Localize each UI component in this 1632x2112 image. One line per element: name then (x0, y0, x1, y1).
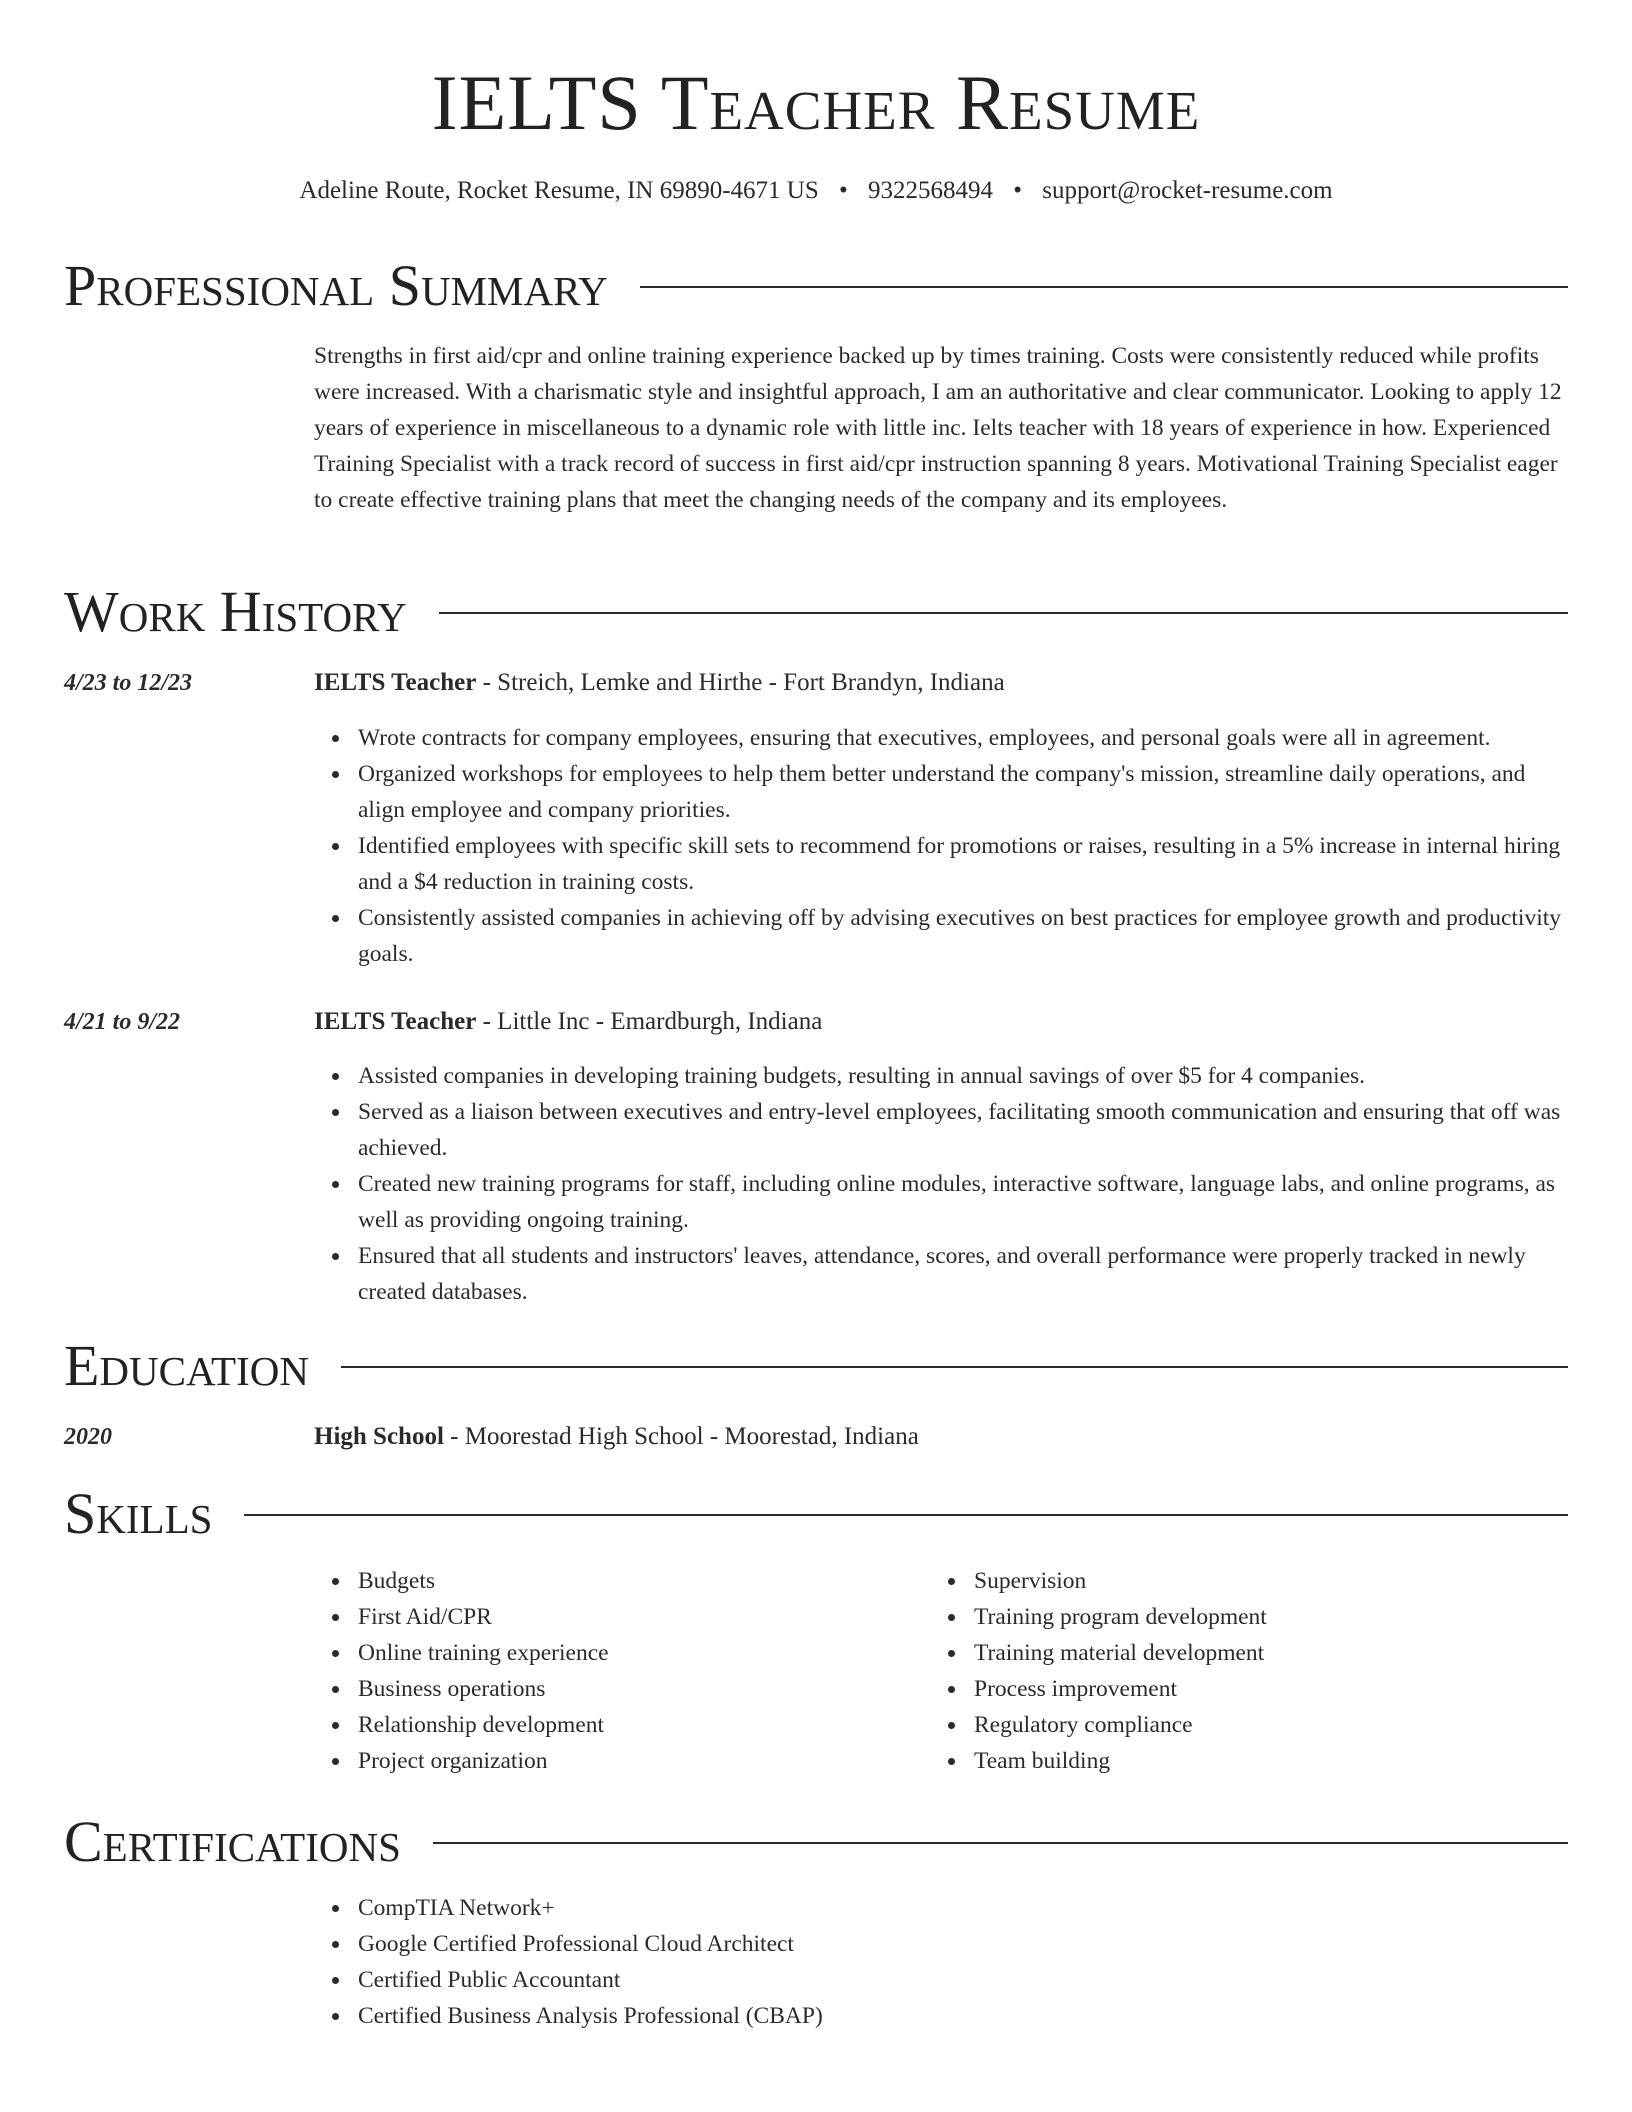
list-item: First Aid/CPR (358, 1599, 1568, 1635)
job-bullets (314, 1058, 1568, 1310)
list-item: Regulatory compliance (974, 1707, 1632, 1743)
list-item: Business operations (358, 1671, 1568, 1707)
list-item: Assisted companies in developing training budgets, resulting in annual savings of over $5 for 4 companies. (358, 1058, 1568, 1094)
certifications-list (314, 1890, 1568, 2034)
list-item: Created new training programs for staff, including online modules, interactive software, language labs, and online programs, as well as providing ongoing training. (358, 1166, 1568, 1238)
list-item: Organized workshops for employees to help them better understand the company's mission, streamline daily operations, and align employee and company priorities. (358, 756, 1568, 828)
list-item: Certified Business Analysis Professional (CBAP) (358, 1998, 1568, 2034)
list-item: Served as a liaison between executives and entry-level employees, facilitating smooth communication and ensuring that off was achieved. (358, 1094, 1568, 1166)
list-item: Budgets (358, 1563, 1568, 1599)
list-item: Wrote contracts for company employees, ensuring that executives, employees, and personal goals were all in agreement. (358, 720, 1568, 756)
contact-separator: • (1013, 177, 1023, 204)
section-divider (244, 1514, 1568, 1516)
list-item: Supervision (974, 1563, 1632, 1599)
resume-title: IELTS Teacher Resume (431, 59, 1201, 146)
list-item: Ensured that all students and instructors' leaves, attendance, scores, and overall performance were properly tracked in newly created databases. (358, 1238, 1568, 1310)
list-item: Google Certified Professional Cloud Architect (358, 1926, 1568, 1962)
list-item: Training program development (974, 1599, 1632, 1635)
list-item: Training material development (974, 1635, 1632, 1671)
list-item: Project organization (358, 1743, 1568, 1779)
job-heading (314, 1004, 1568, 1040)
contact-separator: • (839, 177, 848, 204)
contact-address: Adeline Route, Rocket Resume, IN 69890-4671 US (299, 177, 819, 204)
skills-section-header (64, 1482, 1568, 1546)
job-title: IELTS Teacher (314, 669, 477, 696)
job-dates: 4/23 to 12/23 (64, 670, 193, 696)
list-item: Process improvement (974, 1671, 1632, 1707)
section-divider (640, 286, 1568, 288)
education-school: - Moorestad High School - Moorestad, Indiana (443, 1423, 919, 1450)
job-employer: - Streich, Lemke and Hirthe - Fort Brandyn, Indiana (476, 669, 1005, 696)
list-item: Consistently assisted companies in achieving off by advising executives on best practices for employee growth and productivity goals. (358, 900, 1568, 972)
section-title-certifications: Certifications (64, 1809, 401, 1874)
section-title-education: Education (64, 1333, 309, 1398)
list-item: Online training experience (358, 1635, 1568, 1671)
job-dates: 4/21 to 9/22 (64, 1009, 181, 1035)
section-title-work: Work History (64, 579, 407, 644)
job-employer: - Little Inc - Emardburgh, Indiana (476, 1008, 823, 1035)
summary-text: Strengths in first aid/cpr and online training experience backed up by times training. Costs were consistently reduced while profits were increased. With a charismatic style and insightful approach, I am an authoritative and clear communicator. Looking to apply 12 years of experience in miscellaneous to a dynamic role with little inc. Ielts teacher with 18 years of experience in how. Experienced Training Specialist with a track record of success in first aid/cpr instruction spanning 8 years. Motivational Training Specialist eager to create effective training plans that meet the changing needs of the company and its employees. (314, 343, 1562, 513)
job-title: IELTS Teacher (314, 1008, 477, 1035)
contact-line (64, 174, 1568, 208)
job-heading (314, 665, 1568, 701)
list-item: Relationship development (358, 1707, 1568, 1743)
education-heading (314, 1419, 1568, 1455)
list-item: Certified Public Accountant (358, 1962, 1568, 1998)
list-item: Identified employees with specific skill sets to recommend for promotions or raises, resulting in a 5% increase in internal hiring and a $4 reduction in training costs. (358, 828, 1568, 900)
certifications-section-header (64, 1810, 1568, 1874)
education-section-header (64, 1334, 1568, 1398)
job-bullets (314, 720, 1568, 972)
section-divider (439, 612, 1568, 614)
education-degree: High School (314, 1423, 444, 1450)
section-divider (341, 1366, 1568, 1368)
list-item: Team building (974, 1743, 1632, 1779)
section-divider (433, 1842, 1568, 1844)
skills-list-right (930, 1563, 1632, 1779)
contact-phone: 9322568494 (868, 177, 994, 204)
section-title-skills: Skills (64, 1481, 213, 1546)
summary-section-header (64, 254, 1568, 318)
education-year: 2020 (64, 1424, 112, 1450)
contact-email: support@rocket-resume.com (1042, 177, 1333, 204)
list-item: CompTIA Network+ (358, 1890, 1568, 1926)
work-section-header (64, 580, 1568, 644)
section-title-summary: Professional Summary (64, 253, 608, 318)
